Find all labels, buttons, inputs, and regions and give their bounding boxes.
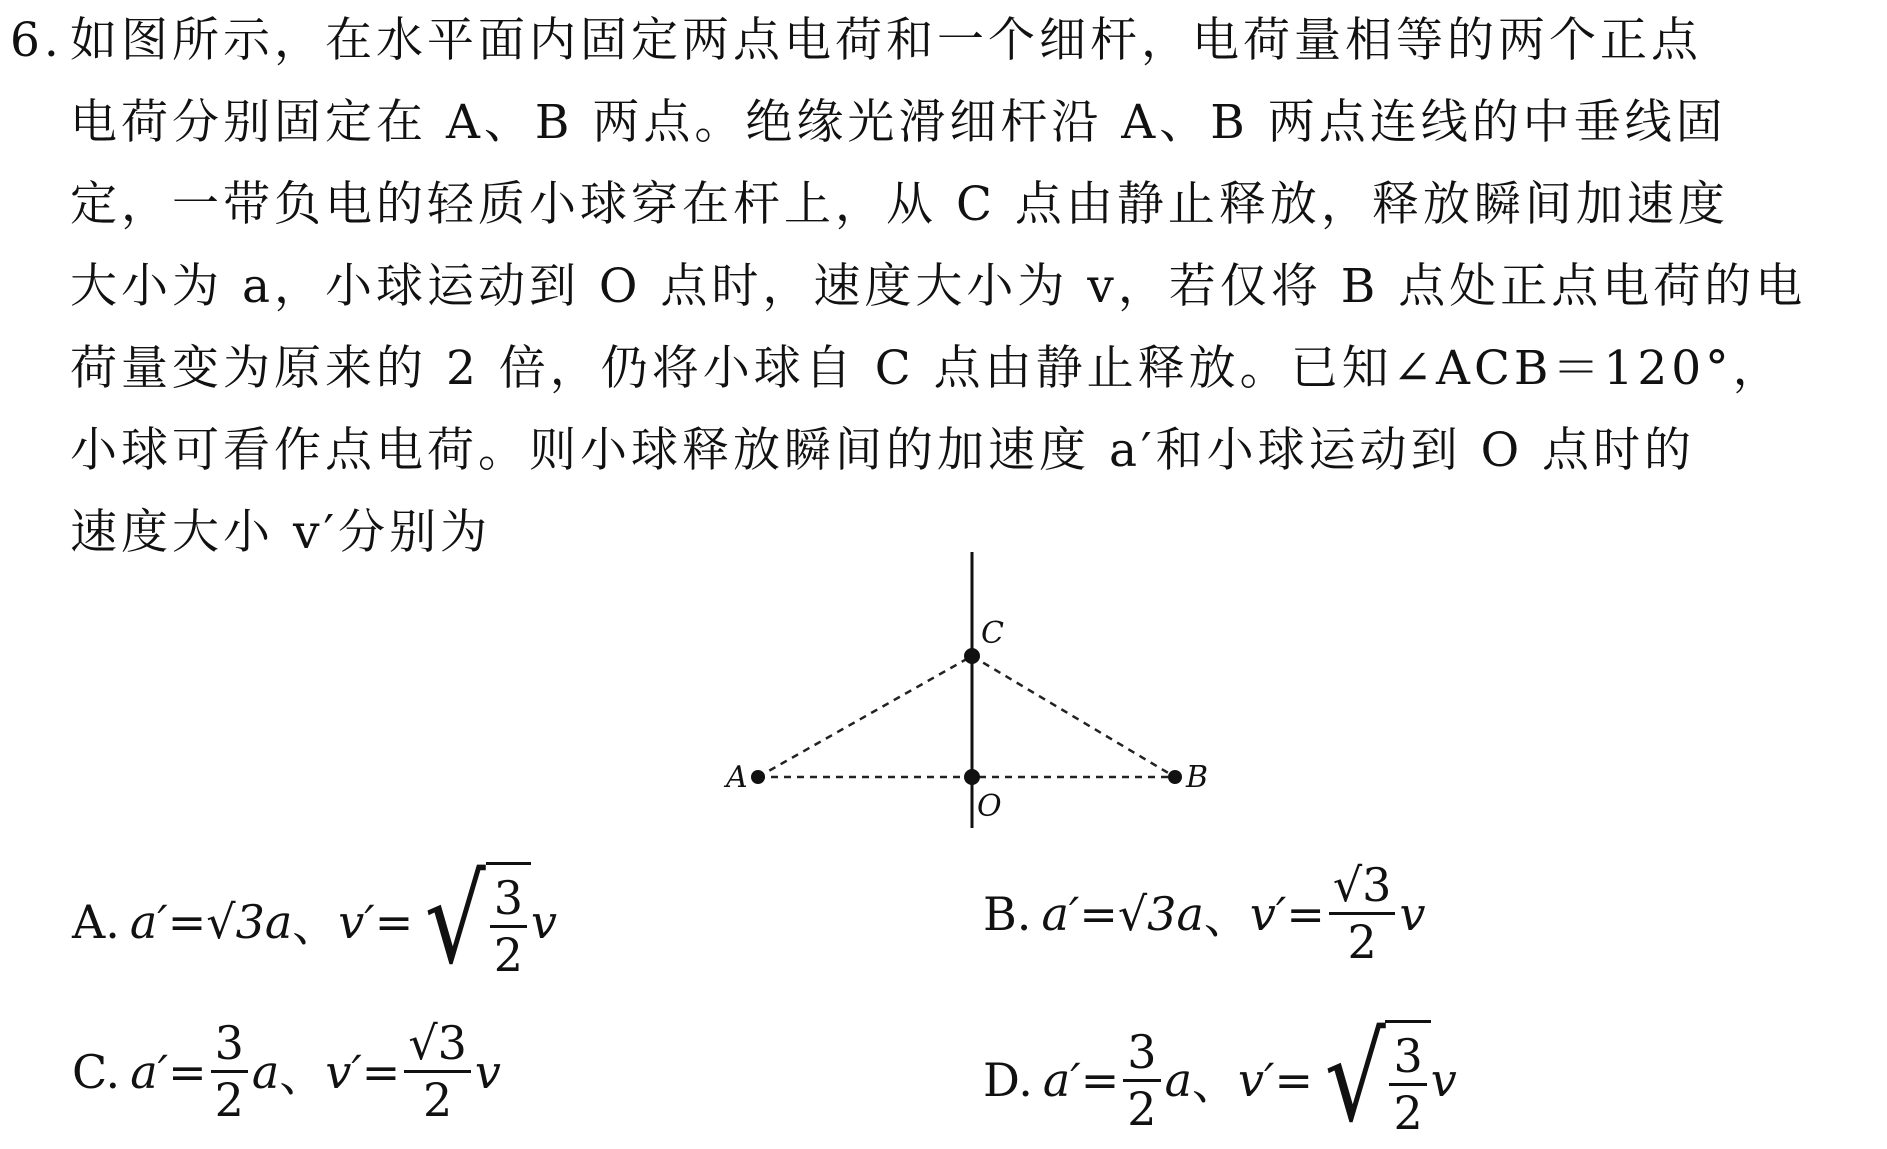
option-d-letter: D. bbox=[983, 1053, 1033, 1107]
option-a[interactable]: A. a′ = √3a 、 v′ = √ $\frac{3}{2}$ v bbox=[72, 852, 558, 991]
question-line-4: 大小为 a，小球运动到 O 点时，速度大小为 v，若仅将 B 点处正点电荷的电 bbox=[70, 259, 1807, 314]
question-line-7: 速度大小 v′分别为 bbox=[70, 505, 492, 560]
label-a: A bbox=[726, 760, 748, 795]
point-a bbox=[751, 770, 765, 784]
point-b bbox=[1168, 770, 1182, 784]
question-line-2: 电荷分别固定在 A、B 两点。绝缘光滑细杆沿 A、B 两点连线的中垂线固 bbox=[70, 95, 1727, 150]
physics-figure bbox=[700, 540, 1220, 850]
point-c bbox=[964, 648, 980, 664]
question-number: 6. bbox=[10, 13, 63, 68]
question-line-5: 荷量变为原来的 2 倍，仍将小球自 C 点由静止释放。已知∠ACB＝120°， bbox=[70, 341, 1784, 396]
sqrt-sign: √ $\frac{3}{2}$ bbox=[1317, 1020, 1431, 1140]
label-c: C bbox=[981, 616, 1004, 651]
option-c[interactable]: C. a′ = $\frac{3}{2}$ a 、 v′ = $\frac{√3}{2}$ v bbox=[72, 1016, 501, 1127]
question-line-3: 定，一带负电的轻质小球穿在杆上，从 C 点由静止释放，释放瞬间加速度 bbox=[70, 177, 1729, 232]
line-cb bbox=[972, 656, 1175, 777]
point-o bbox=[964, 769, 980, 785]
question-line-1: 6. 如图所示，在水平面内固定两点电荷和一个细杆，电荷量相等的两个正点 bbox=[10, 0, 1870, 82]
label-b: B bbox=[1186, 760, 1209, 795]
label-o: O bbox=[977, 789, 1002, 824]
option-a-letter: A. bbox=[72, 895, 120, 949]
option-b[interactable]: B. a′ = √3a 、 v′ = $\frac{√3}{2}$ v bbox=[983, 858, 1426, 969]
question-line-6: 小球可看作点电荷。则小球释放瞬间的加速度 a′和小球运动到 O 点时的 bbox=[70, 423, 1696, 478]
option-b-letter: B. bbox=[983, 886, 1032, 941]
option-c-letter: C. bbox=[72, 1044, 121, 1099]
option-d[interactable]: D. a′ = $\frac{3}{2}$ a 、 v′ = √ $\frac{3}{2}$ v bbox=[983, 1010, 1457, 1149]
line-ac bbox=[758, 656, 972, 777]
question-text bbox=[10, 0, 1870, 574]
sqrt-sign: √ $\frac{3}{2}$ bbox=[417, 862, 531, 982]
